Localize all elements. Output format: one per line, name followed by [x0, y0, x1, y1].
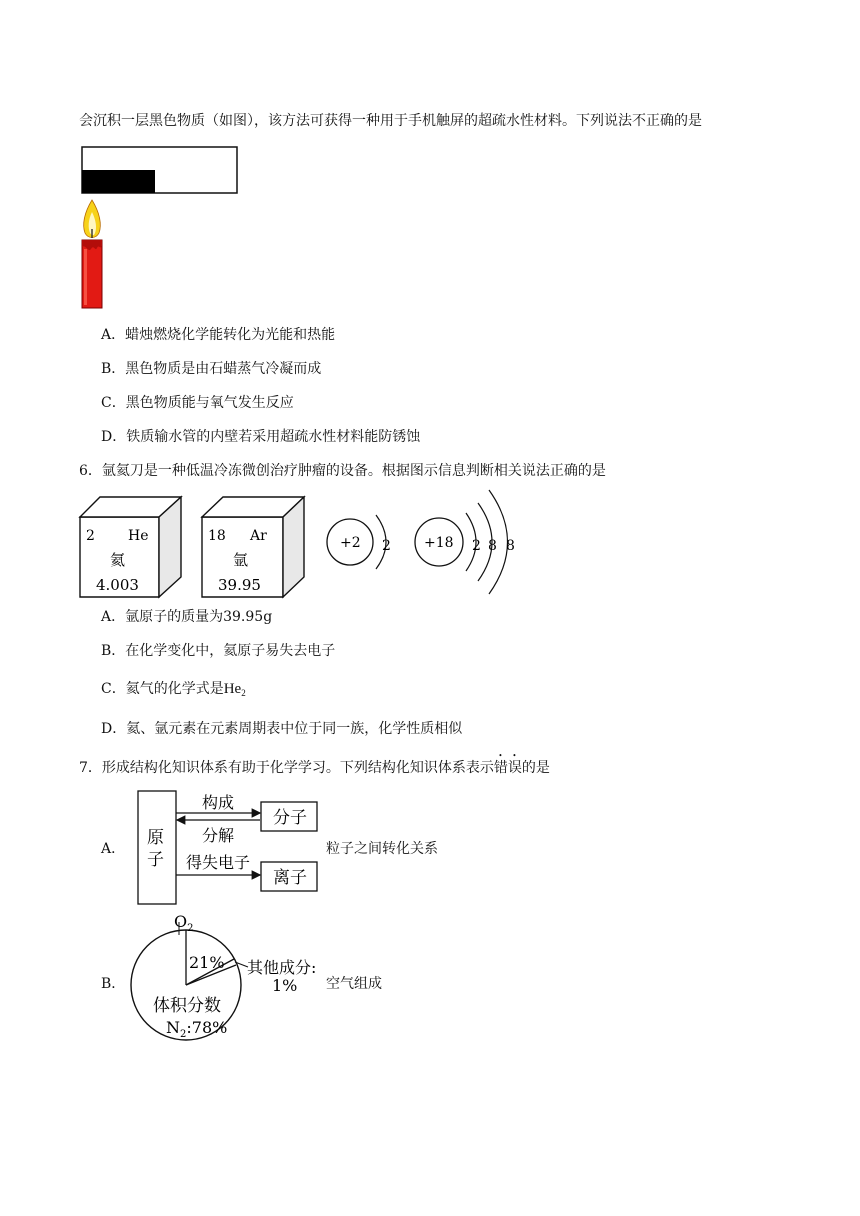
- ar-symbol: Ar: [250, 528, 267, 544]
- emphasized-word: 错误: [493, 760, 522, 776]
- he-atomic-mass: 4.003: [96, 576, 139, 594]
- he-atomic-number: 2: [86, 528, 95, 544]
- ar-atomic-mass: 39.95: [218, 576, 261, 594]
- air-composition-pie-diagram: [130, 910, 330, 1046]
- o2-label: $O_2$: [174, 912, 194, 934]
- decompose-label: 分解: [202, 826, 235, 845]
- atom-char-2: 子: [147, 850, 164, 870]
- q7-option-b-caption: 空气组成: [326, 976, 382, 992]
- q6-option-a: A．氩原子的质量为39.95g: [101, 609, 273, 625]
- he-symbol: He: [128, 528, 149, 544]
- question-7-stem-end: 的是: [521, 760, 550, 776]
- ar-name: 氩: [233, 551, 249, 569]
- q5-option-d: D．铁质输水管的内壁若采用超疏水性材料能防锈蚀: [101, 429, 421, 445]
- other-components-label: 其他成分:: [247, 958, 317, 977]
- q5-option-c: C．黑色物质能与氧气发生反应: [101, 395, 294, 411]
- he-nucleus-charge: +2: [340, 535, 361, 551]
- argon-element-cell: [202, 497, 304, 597]
- question-7-stem: [79, 752, 550, 778]
- ar-shell-3: 8: [506, 538, 515, 554]
- ar-shell-2: 8: [488, 538, 497, 554]
- formula-symbol: He: [223, 681, 242, 697]
- argon-atom-structure: [415, 490, 515, 594]
- ar-atomic-number: 18: [208, 528, 226, 544]
- chemical-formula: [224, 681, 246, 697]
- q5-option-a: A．蜡烛燃烧化学能转化为光能和热能: [101, 327, 336, 343]
- element-cells-and-atom-diagrams: [78, 485, 528, 600]
- black-soot-layer: [82, 170, 155, 193]
- particle-relationship-diagram: [136, 789, 321, 907]
- candle-flame-icon: [84, 200, 101, 238]
- ar-nucleus-charge: +18: [424, 535, 454, 551]
- question-5-stem-continuation: 会沉积一层黑色物质（如图），该方法可获得一种用于手机触屏的超疏水性材料。下列说法不正确的是: [79, 113, 702, 129]
- molecule-label: 分子: [273, 808, 307, 828]
- o2-percent: 21%: [189, 953, 225, 972]
- gain-lose-electrons-label: 得失电子: [186, 853, 251, 872]
- formula-subscript: 2: [241, 688, 246, 698]
- question-6-stem: 6．氩氦刀是一种低温冷冻微创治疗肿瘤的设备。根据图示信息判断相关说法正确的是: [79, 463, 606, 479]
- q7-option-a-label: A．: [101, 841, 126, 857]
- helium-element-cell: [80, 497, 181, 597]
- q5-option-b: B．黑色物质是由石蜡蒸气冷凝而成: [101, 361, 322, 377]
- other-components-percent: 1%: [272, 976, 298, 995]
- ar-shell-1: 2: [472, 538, 481, 554]
- question-7-stem-main: 7．形成结构化知识体系有助于化学学习。下列结构化知识体系表示: [79, 760, 494, 776]
- form-label: 构成: [202, 793, 235, 812]
- he-name: 氦: [110, 551, 126, 569]
- n2-percent: $N_2:78\%$: [166, 1018, 228, 1040]
- he-shell-1: 2: [382, 538, 391, 554]
- red-candle-icon: [82, 240, 102, 308]
- q6-option-c: [101, 679, 246, 703]
- q6-option-c-text: C．氦气的化学式是: [101, 681, 224, 697]
- ion-label: 离子: [273, 868, 307, 888]
- candle-plate-illustration: [80, 145, 242, 311]
- helium-atom-structure: [327, 515, 391, 569]
- q6-option-d: D．氦、氩元素在元素周期表中位于同一族，化学性质相似: [101, 721, 463, 737]
- atom-char-1: 原: [147, 828, 164, 848]
- volume-fraction-label: 体积分数: [153, 996, 221, 1016]
- q6-option-b: B．在化学变化中，氦原子易失去电子: [101, 643, 336, 659]
- q7-option-b-label: B．: [101, 976, 126, 992]
- q7-option-a-caption: 粒子之间转化关系: [326, 841, 438, 857]
